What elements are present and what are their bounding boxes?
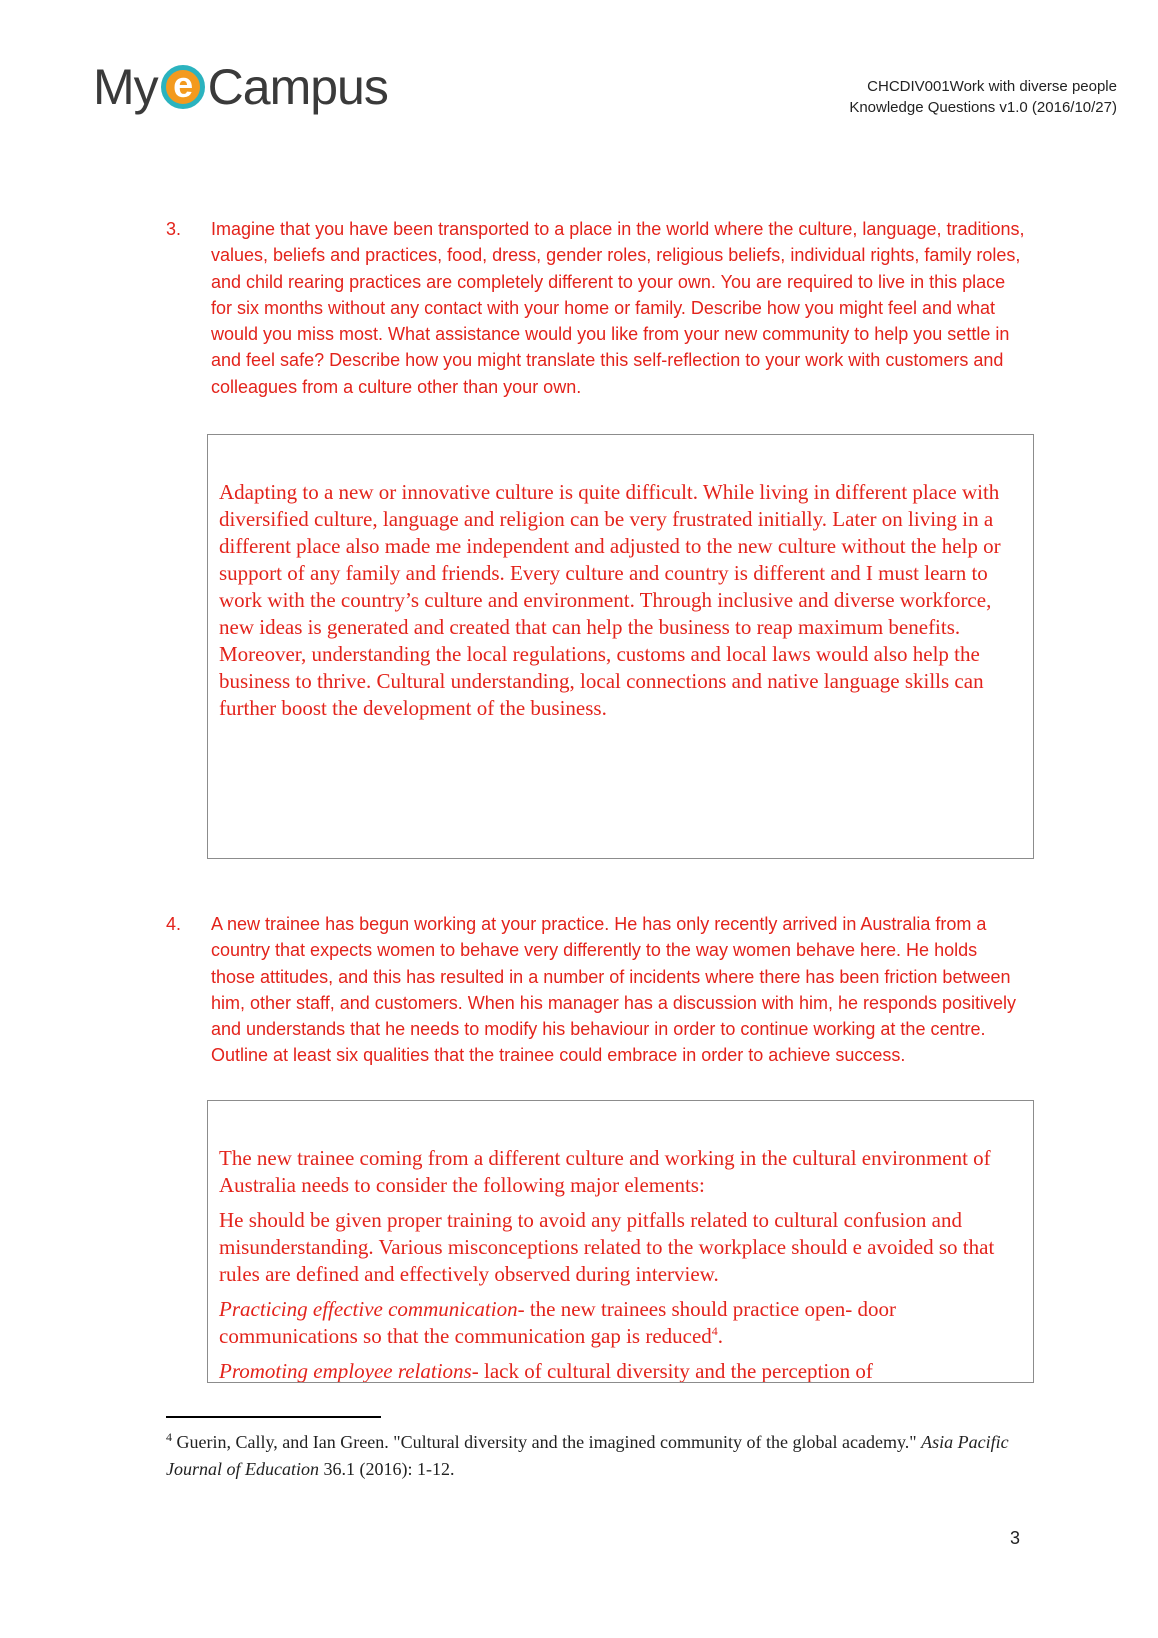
question-3 xyxy=(166,216,1026,400)
answer-text: - the new trainees should practice open- door communications so that the communication gap is reduced xyxy=(219,1297,897,1348)
answer-box-4[interactable] xyxy=(207,1100,1034,1383)
answer-text-end: . xyxy=(717,1324,724,1348)
question-text: A new trainee has begun working at your practice. He has only recently arrived in Australia from a country that expects women to behave very differently to the way women behave here. He holds those attitudes, and this has resulted in a number of incidents where there has been friction between him, other staff, and customers. When his manager has a discussion with him, he responds positively and understands that he needs to modify his behaviour in order to continue working at the centre. Outline at least six qualities that the trainee could embrace in order to achieve success. xyxy=(211,914,1017,1066)
question-text: Imagine that you have been transported to a place in the world where the culture, language, traditions, values, beliefs and practices, food, dress, gender roles, religious beliefs, individual rights, family roles, and child rearing practices are completely different to your own. You are required to live in this place for six months without any contact with your home or family. Describe how you might feel and what would you miss most. What assistance would you like from your new community to help you settle in and feel safe? Describe how you might translate this self-reflection to your work with customers and colleagues from a culture other than your own. xyxy=(211,219,1025,397)
answer-box-3[interactable] xyxy=(207,434,1034,859)
course-title: CHCDIV001Work with diverse people xyxy=(867,78,1117,95)
logo-text-campus: Campus xyxy=(207,59,388,115)
question-4 xyxy=(166,911,1026,1069)
footnote-reference[interactable]: 4 xyxy=(711,1324,718,1338)
footnote-separator xyxy=(166,1416,381,1418)
answer-paragraph xyxy=(219,1296,1023,1350)
document-header xyxy=(849,76,1117,118)
answer-heading: Promoting employee relations- xyxy=(219,1359,479,1383)
logo-text-my: My xyxy=(93,59,158,115)
page-number: 3 xyxy=(1010,1528,1021,1548)
logo-e-icon: e xyxy=(161,65,205,109)
question-number: 3. xyxy=(166,219,182,239)
footnote-text-end: 36.1 (2016): 1-12. xyxy=(318,1459,455,1479)
question-number: 4. xyxy=(166,914,182,934)
mycampus-logo xyxy=(93,59,388,115)
footnote-journal: Asia Pacific Journal of Education xyxy=(166,1432,1009,1479)
answer-paragraph xyxy=(219,1358,1023,1383)
footnote-marker: 4 xyxy=(166,1430,172,1444)
footnote-text: Guerin, Cally, and Ian Green. "Cultural diversity and the imagined community of the global academy." xyxy=(172,1432,922,1452)
footnote xyxy=(166,1429,1036,1483)
answer-text: lack of cultural diversity and the perception of xyxy=(478,1359,873,1383)
answer-paragraph: He should be given proper training to avoid any pitfalls related to cultural confusion and misunderstanding. Various misconceptions related to the workplace should e avoided so that rules are defined and effectively observed during interview. xyxy=(219,1208,995,1286)
answer-text: Adapting to a new or innovative culture is quite difficult. While living in different place with diversified culture, language and religion can be very frustrated initially. Later on living in a different place also made me independent and adjusted to the new culture without the help or support of any family and friends. Every culture and country is different and I must learn to work with the country’s culture and environment. Through inclusive and diverse workforce, new ideas is generated and created that can help the business to reap maximum benefits. Moreover, understanding the local regulations, customs and local laws would also help the business to thrive. Cultural understanding, local connections and native language skills can further boost the development of the business. xyxy=(219,480,1001,720)
answer-paragraph: The new trainee coming from a different culture and working in the cultural environment of Australia needs to consider the following major elements: xyxy=(219,1146,991,1197)
version-line: Knowledge Questions v1.0 (2016/10/27) xyxy=(849,99,1117,116)
answer-heading: Practicing effective communication xyxy=(219,1297,518,1321)
